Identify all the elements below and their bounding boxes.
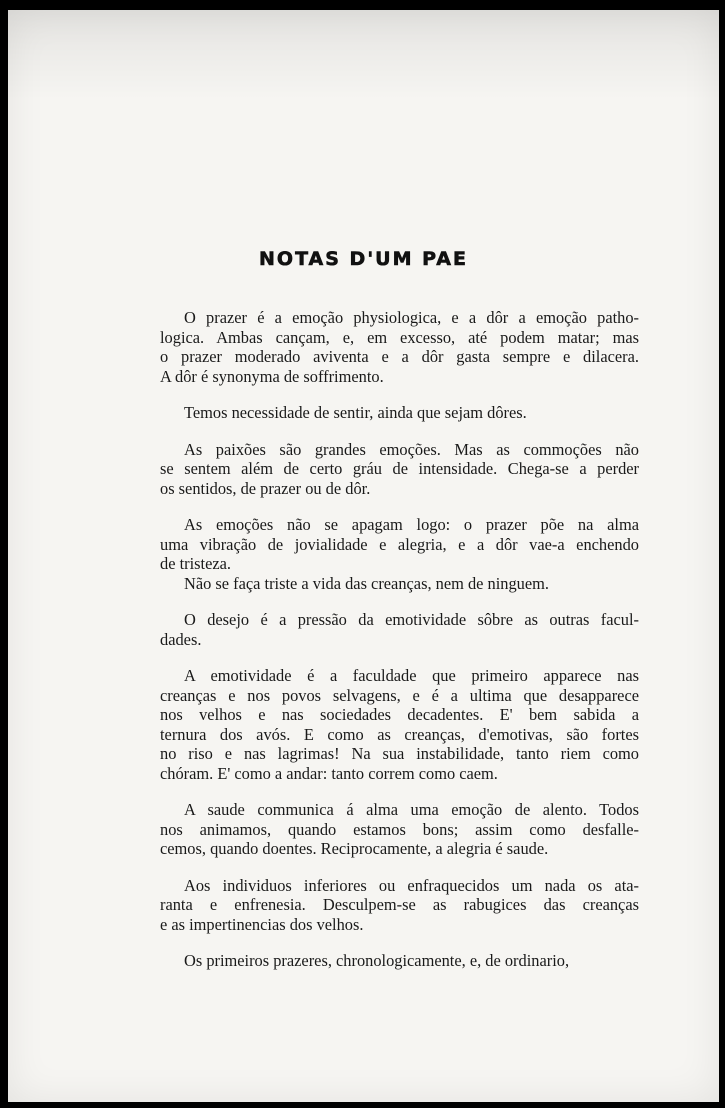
paragraph (160, 308, 639, 386)
paragraph (160, 800, 639, 859)
text-line: chóram. E' como a andar: tanto correm como caem. (160, 763, 498, 783)
text-line: no riso e nas lagrimas! Na sua instabilidade, tanto riem como (160, 744, 639, 763)
text-line: uma vibração de jovialidade e alegria, e a dôr vae-a enchendo (160, 534, 639, 554)
text-line: Não se faça triste a vida das creanças, nem de ninguem. (184, 573, 549, 593)
text-line: nos velhos e nas sociedades decadentes. E' bem sabida a (160, 705, 639, 724)
text-line: creanças e nos povos selvagens, e é a ultima que desapparece (160, 685, 639, 705)
text-line: cemos, quando doentes. Reciprocamente, a alegria é saude. (160, 839, 549, 858)
text-line: A dôr é synonyma de soffrimento. (160, 366, 384, 386)
text-line: Temos necessidade de sentir, ainda que sejam dôres. (184, 403, 527, 422)
paragraph (160, 951, 639, 971)
paragraph (160, 666, 639, 783)
paragraph (160, 515, 639, 574)
page-title: NOTAS D'UM PAE (259, 248, 468, 270)
text-line: Aos individuos inferiores ou enfraquecidos um nada os ata- (184, 875, 639, 895)
text-line: A emotividade é a faculdade que primeiro apparece nas (184, 666, 639, 685)
text-line: dades. (160, 629, 202, 649)
text-line: A saude communica á alma uma emoção de alento. Todos (184, 800, 639, 819)
text-line: e as impertinencias dos velhos. (160, 914, 364, 934)
text-line: de tristeza. (160, 554, 231, 573)
paragraph (160, 574, 639, 594)
paragraph (160, 440, 639, 499)
text-line: As paixões são grandes emoções. Mas as commoções não (184, 439, 639, 459)
book-page (8, 10, 719, 1102)
text-line: os sentidos, de prazer ou de dôr. (160, 478, 371, 498)
paragraph (160, 403, 639, 423)
text-line: logica. Ambas cançam, e, em excesso, até podem matar; mas (160, 327, 639, 347)
text-line: As emoções não se apagam logo: o prazer põe na alma (184, 515, 639, 534)
text-line: ranta e enfrenesia. Desculpem-se as rabugices das creanças (160, 895, 639, 914)
text-line: ternura dos avós. E como as creanças, d'emotivas, são fortes (160, 724, 639, 744)
text-line: se sentem além de certo gráu de intensidade. Chega-se a perder (160, 459, 639, 478)
body-text (160, 308, 639, 988)
text-line: o prazer moderado aviventa e a dôr gasta sempre e dilacera. (160, 347, 639, 366)
paragraph (160, 876, 639, 935)
text-line: nos animamos, quando estamos bons; assim como desfalle- (160, 819, 639, 839)
text-line: O prazer é a emoção physiologica, e a dôr a emoção patho- (184, 308, 639, 327)
paragraph (160, 610, 639, 649)
text-line: Os primeiros prazeres, chronologicamente, e, de ordinario, (184, 951, 570, 970)
text-line: O desejo é a pressão da emotividade sôbre as outras facul- (184, 610, 639, 629)
